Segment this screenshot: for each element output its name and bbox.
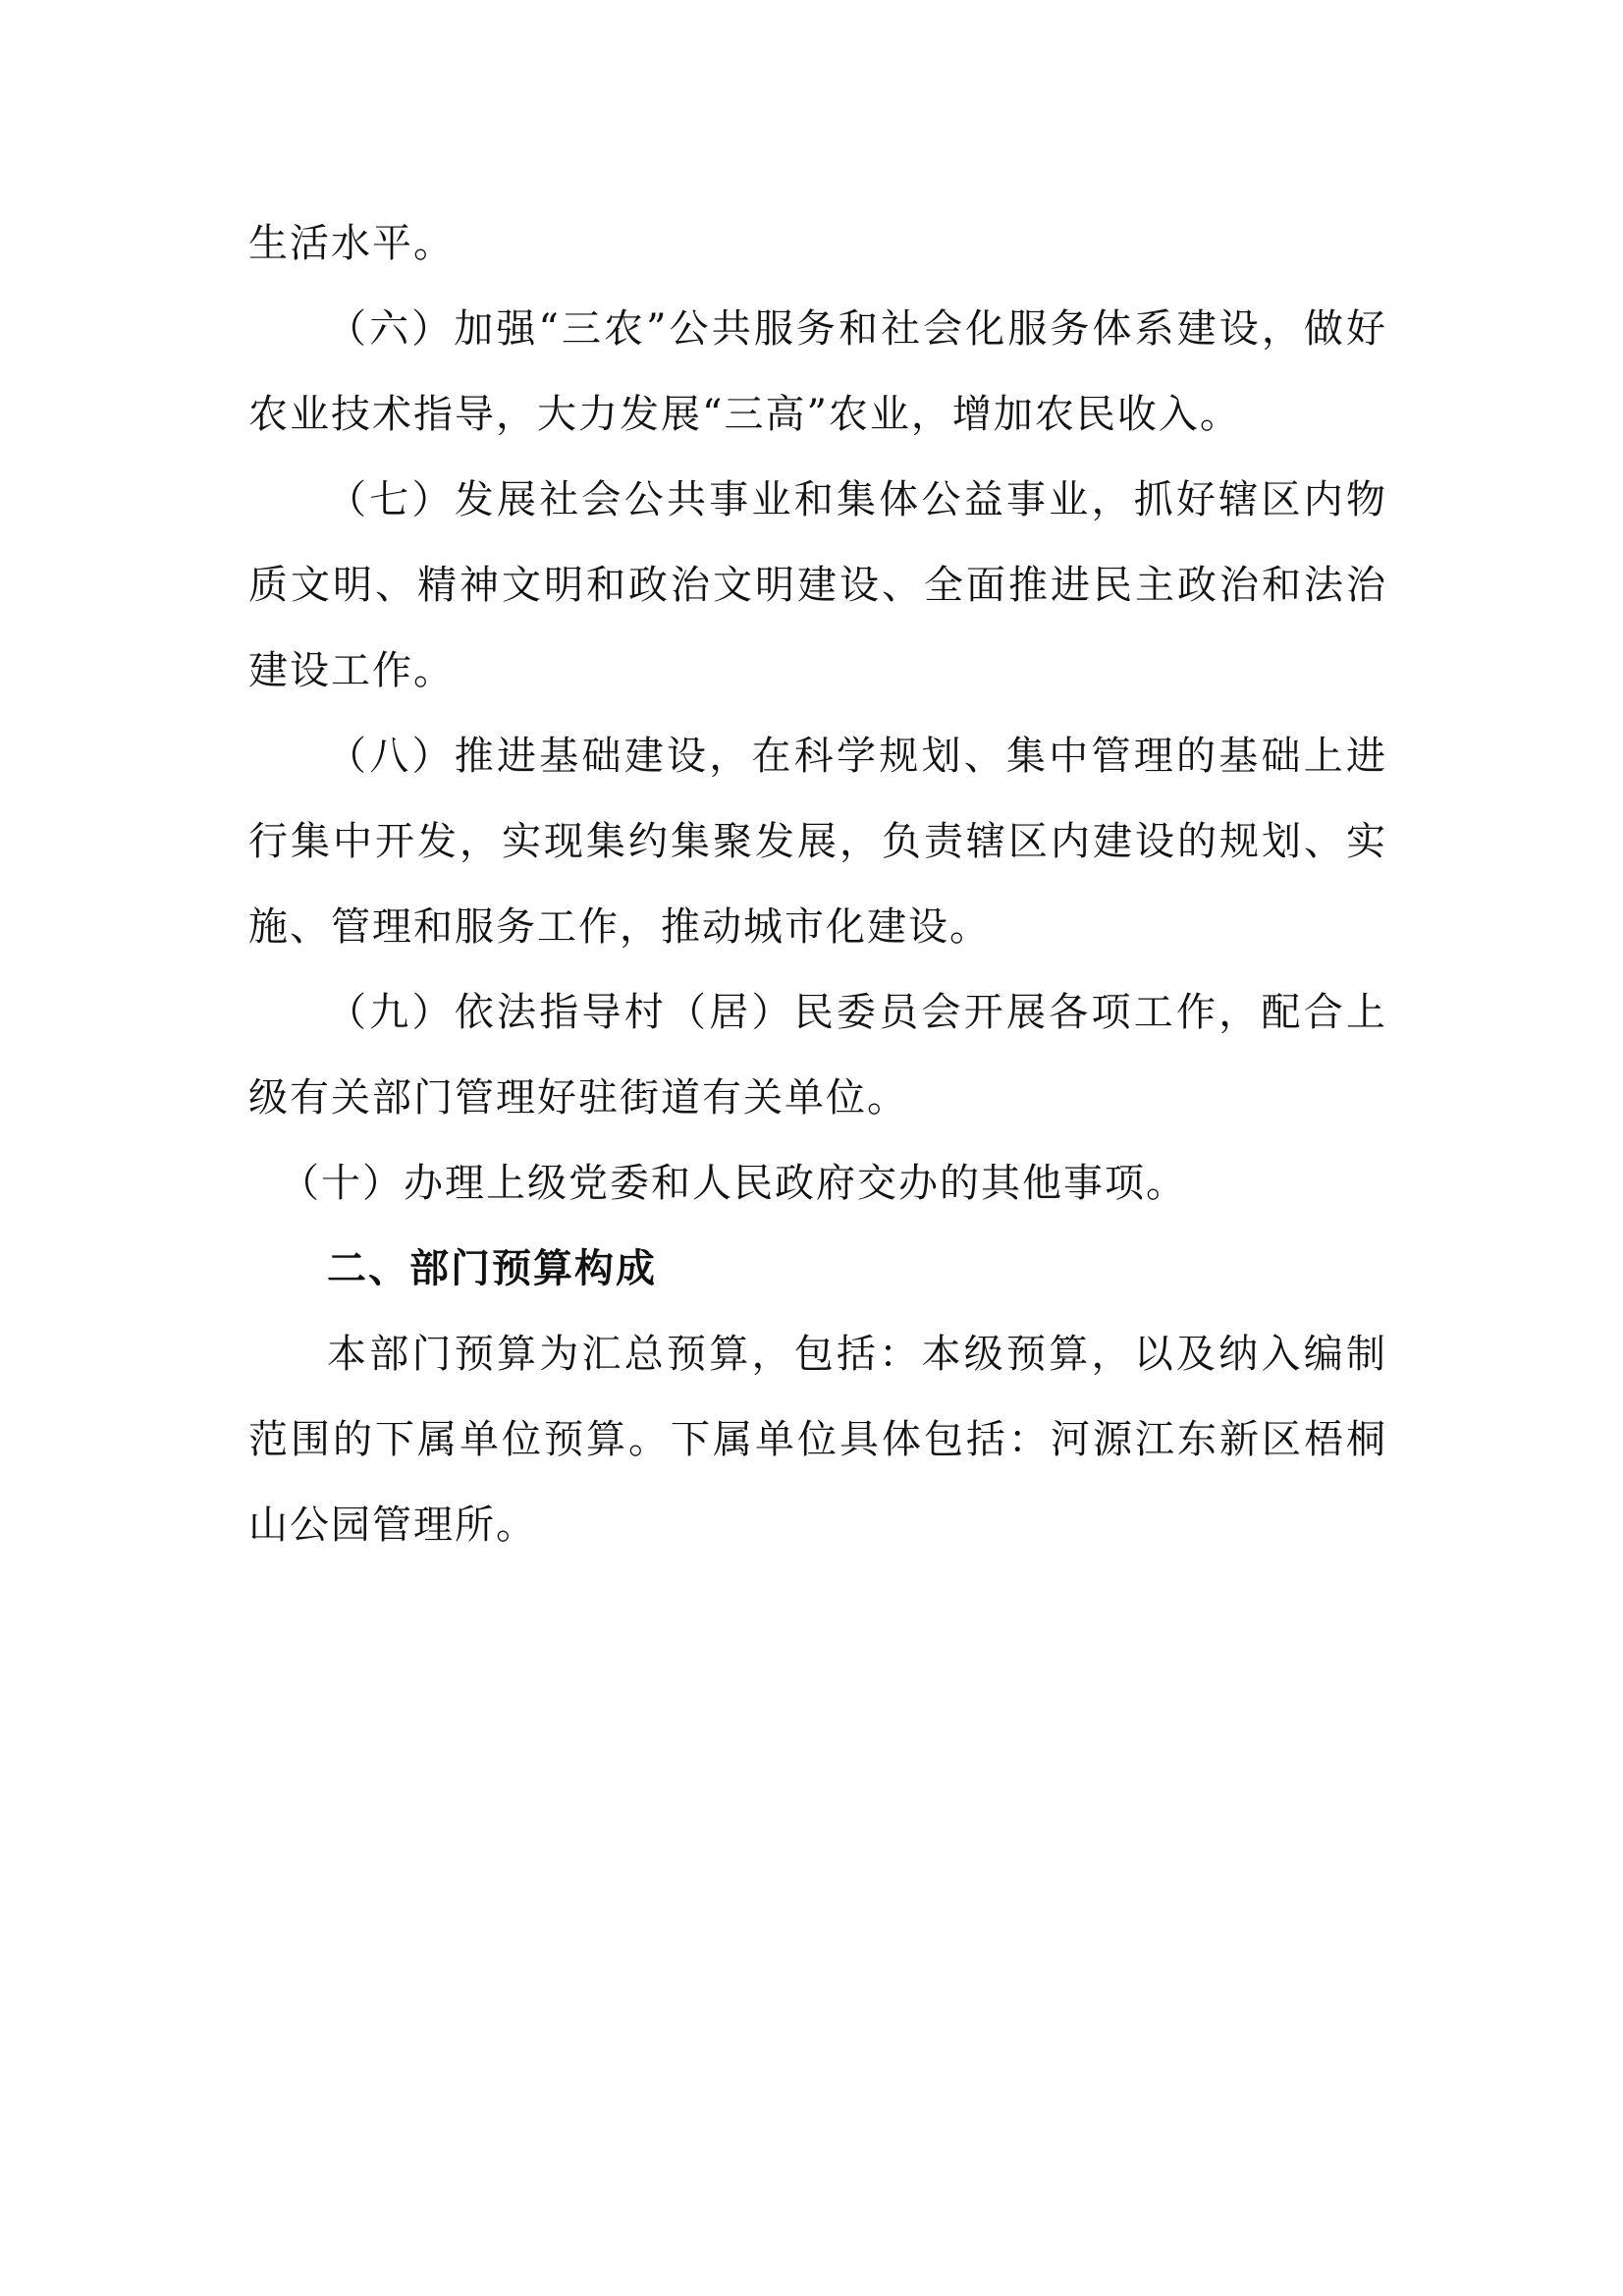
paragraph-item-9: （九）依法指导村（居）民委员会开展各项工作，配合上级有关部门管理好驻街道有关单位。	[248, 990, 1387, 1121]
paragraph-item-7: （七）发展社会公共事业和集体公益事业，抓好辖区内物质文明、精神文明和政治文明建设、全面推进民主政治和法治建设工作。	[248, 477, 1387, 693]
paragraph-continuation: 生活水平。	[248, 221, 455, 266]
paragraph-item-6: （六）加强“三农”公共服务和社会化服务体系建设，做好农业技术指导，大力发展“三高”农业，增加农民收入。	[248, 306, 1387, 437]
document-body	[248, 201, 1387, 1568]
section-heading: 二、部门预算构成	[327, 1246, 657, 1291]
paragraph-item-8: （八）推进基础建设，在科学规划、集中管理的基础上进行集中开发，实现集约集聚发展，负责辖区内建设的规划、实施、管理和服务工作，推动城市化建设。	[248, 734, 1387, 950]
paragraph-item-10: （十）办理上级党委和人民政府交办的其他事项。	[280, 1161, 1187, 1206]
section-paragraph: 本部门预算为汇总预算，包括：本级预算，以及纳入编制范围的下属单位预算。下属单位具体包括：河源江东新区梧桐山公园管理所。	[248, 1332, 1387, 1548]
